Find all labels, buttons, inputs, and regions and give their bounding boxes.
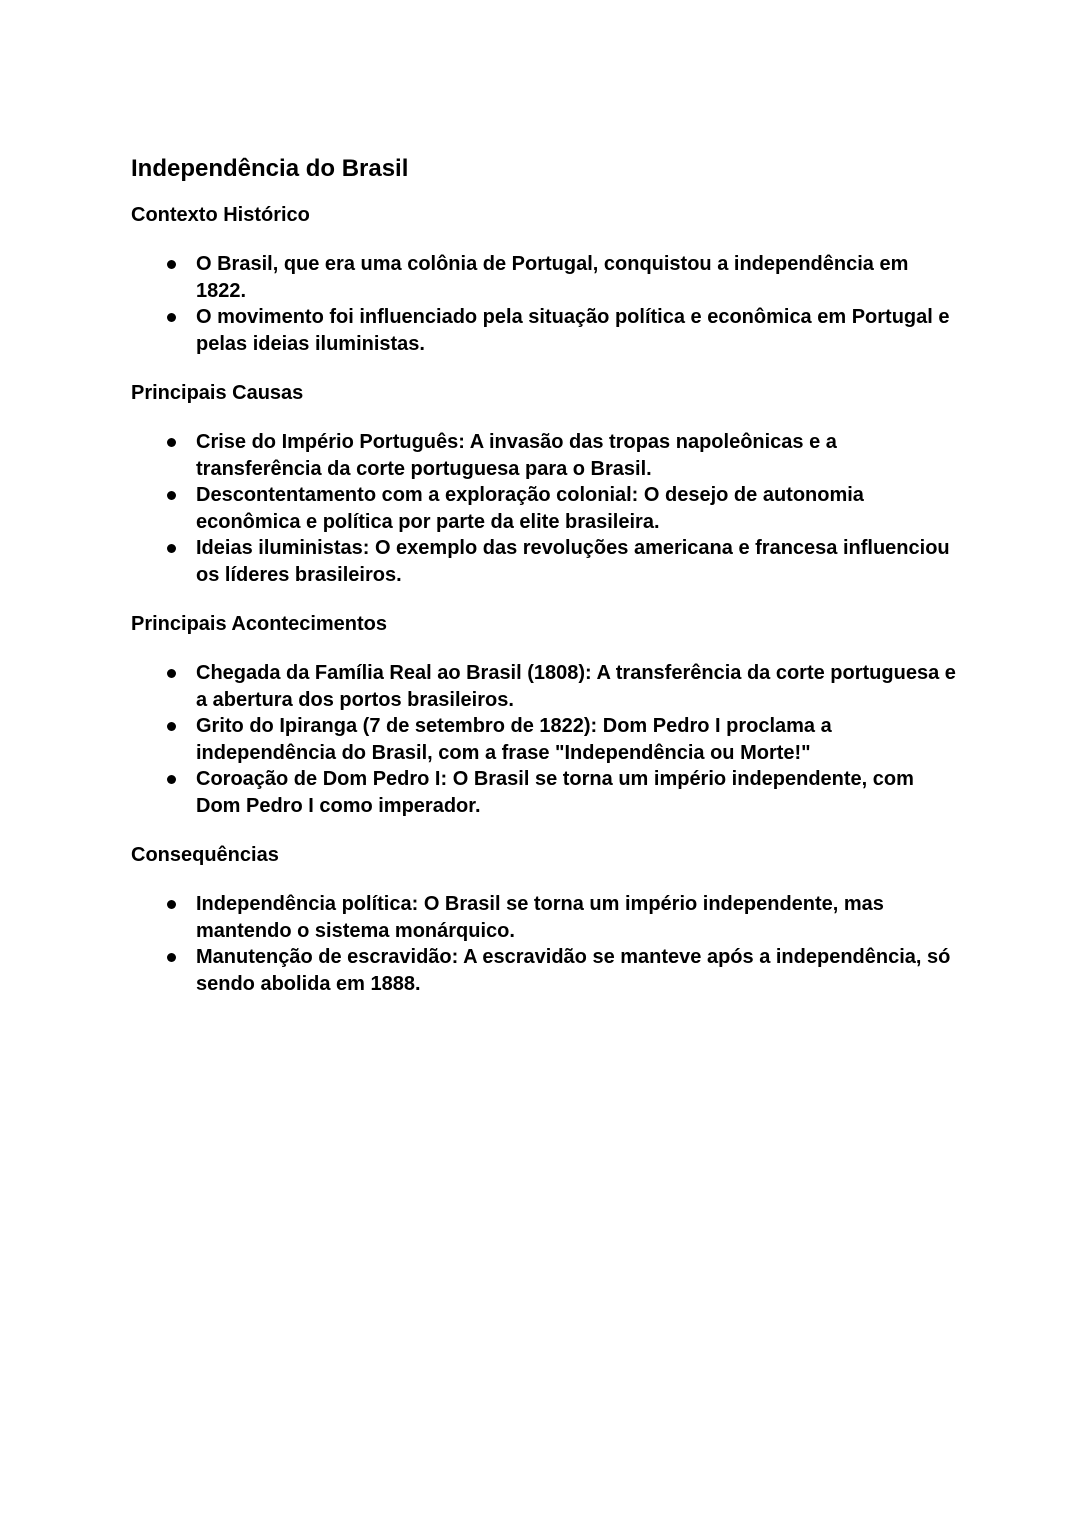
bullet-icon xyxy=(167,669,176,678)
bullet-icon xyxy=(167,775,176,784)
list-item xyxy=(131,766,961,819)
list-item xyxy=(131,535,961,588)
bullet-list xyxy=(131,891,961,997)
bullet-icon xyxy=(167,438,176,447)
list-item-text: O movimento foi influenciado pela situação política e econômica em Portugal e pelas ideias iluministas. xyxy=(196,306,950,355)
section-heading: Principais Causas xyxy=(131,382,304,404)
section-consequencias xyxy=(131,841,961,997)
bullet-icon xyxy=(167,544,176,553)
document-content xyxy=(131,151,961,1019)
bullet-icon xyxy=(167,313,176,322)
section-principais-causas xyxy=(131,379,961,588)
list-item-text: O Brasil, que era uma colônia de Portugal, conquistou a independência em 1822. xyxy=(196,253,909,302)
list-item xyxy=(131,891,961,944)
bullet-icon xyxy=(167,722,176,731)
list-item-text: Crise do Império Português: A invasão das tropas napoleônicas e a transferência da corte portuguesa para o Brasil. xyxy=(196,431,837,480)
list-item-text: Independência política: O Brasil se torna um império independente, mas mantendo o sistema monárquico. xyxy=(196,893,884,942)
list-item-text: Manutenção de escravidão: A escravidão se manteve após a independência, só sendo abolida em 1888. xyxy=(196,946,951,995)
list-item-text: Coroação de Dom Pedro I: O Brasil se torna um império independente, com Dom Pedro I como imperador. xyxy=(196,768,914,817)
section-contexto-historico xyxy=(131,201,961,357)
list-item xyxy=(131,482,961,535)
list-item-text: Ideias iluministas: O exemplo das revoluções americana e francesa influenciou os líderes brasileiros. xyxy=(196,537,950,586)
section-heading: Consequências xyxy=(131,844,279,866)
list-item xyxy=(131,251,961,304)
list-item xyxy=(131,944,961,997)
list-item xyxy=(131,713,961,766)
bullet-list xyxy=(131,660,961,819)
section-principais-acontecimentos xyxy=(131,610,961,819)
section-heading: Principais Acontecimentos xyxy=(131,613,387,635)
list-item xyxy=(131,304,961,357)
bullet-icon xyxy=(167,260,176,269)
bullet-icon xyxy=(167,491,176,500)
document-title: Independência do Brasil xyxy=(131,155,409,182)
bullet-icon xyxy=(167,953,176,962)
bullet-list xyxy=(131,429,961,588)
section-heading: Contexto Histórico xyxy=(131,204,310,226)
list-item-text: Grito do Ipiranga (7 de setembro de 1822): Dom Pedro I proclama a independência do Brasil, com a frase "Independência ou Morte!" xyxy=(196,715,832,764)
list-item-text: Chegada da Família Real ao Brasil (1808): A transferência da corte portuguesa e a abertura dos portos brasileiros. xyxy=(196,662,956,711)
list-item xyxy=(131,429,961,482)
bullet-icon xyxy=(167,900,176,909)
list-item xyxy=(131,660,961,713)
list-item-text: Descontentamento com a exploração colonial: O desejo de autonomia econômica e política por parte da elite brasileira. xyxy=(196,484,864,533)
bullet-list xyxy=(131,251,961,357)
